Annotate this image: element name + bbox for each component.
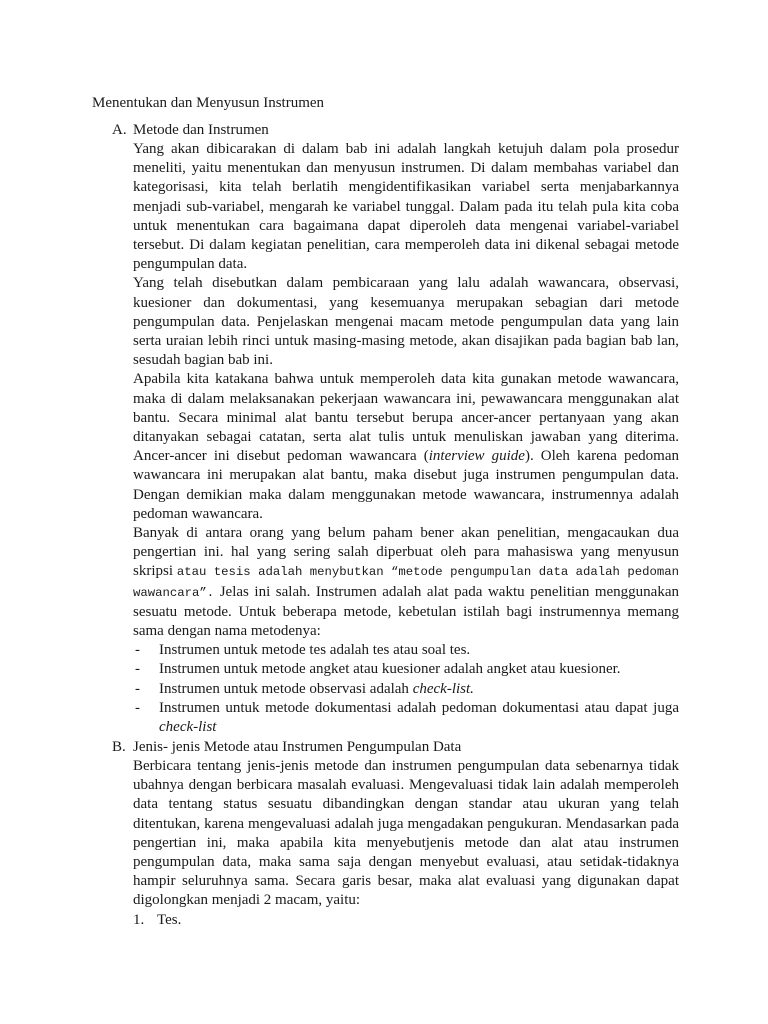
section-a <box>112 121 679 737</box>
list-item-text: Instrumen untuk metode observasi adalah <box>159 680 413 697</box>
section-a-letter: A. <box>112 122 127 138</box>
list-item <box>133 641 679 660</box>
paragraph-a3 <box>133 370 679 524</box>
numbered-item-text: Tes. <box>157 911 182 928</box>
list-item <box>133 660 679 679</box>
paragraph-a3-text-2: ). Oleh karena pedoman wawancara ini merupakan alat bantu, maka disebut juga instrumen pengumpulan data. Dengan demikian maka dalam menggunakan metode wawancara, instrumennya adalah pedoman wawancara. <box>133 448 679 522</box>
paragraph-a1: Yang akan dibicarakan di dalam bab ini adalah langkah ketujuh dalam pola prosedur meneliti, yaitu menentukan dan menyusun instrumen. Di dalam membahas variabel dan kategorisasi, kita telah berlatih mengidentifikasikan variabel serta menjabarkannya menjadi sub-variabel, mengarah ke variabel tunggal. Dalam pada itu telah pula kita coba untuk menentukan cara bagaimana dapat diperoleh data mengenai variabel-variabel tersebut. Di dalam kegiatan penelitian, cara memperoleh data ini dikenal sebagai metode pengumpulan data. <box>133 141 679 273</box>
paragraph-a3-text-1: Apabila kita katakana bahwa untuk memperoleh data kita gunakan metode wawancara, maka di dalam melaksanakan pekerjaan wawancara ini, pewawancara menggunakan alat bantu. Secara minimal alat bantu tersebut berupa ancer-ancer pertanyaan yang akan ditanyakan sebagai catatan, serta alat tulis untuk menuliskan jawaban yang diterima. Ancer-ancer ini disebut pedoman wawancara ( <box>133 371 679 465</box>
paragraph-a2: Yang telah disebutkan dalam pembicaraan yang lalu adalah wawancara, observasi, kuesioner dan dokumentasi, yang kesemuanya merupakan sebagian dari metode pengumpulan data. Penjelaskan mengenai macam metode pengumpulan data yang lain serta uraian lebih rinci untuk masing-masing metode, akan disajikan pada bagian bab lan, sesudah bagian bab ini. <box>133 275 679 369</box>
section-b-title: Jenis- jenis Metode atau Instrumen Pengumpulan Data <box>133 739 462 755</box>
dash-marker: - <box>135 680 140 697</box>
paragraph-a4 <box>133 524 679 641</box>
dash-marker: - <box>135 642 140 659</box>
section-a-heading <box>112 121 679 140</box>
check-list-term: check-list <box>159 719 217 736</box>
numbered-item <box>133 911 679 930</box>
section-a-body <box>133 140 679 737</box>
section-b-heading <box>112 738 679 757</box>
section-a-title: Metode dan Instrumen <box>133 122 269 138</box>
dash-marker: - <box>135 661 140 678</box>
interview-guide-term: interview guide <box>428 448 525 465</box>
list-item-text: Instrumen untuk metode dokumentasi adalah pedoman dokumentasi atau dapat juga <box>159 699 679 716</box>
paragraph-a4-mono-text: atau tesis adalah menybutkan “metode pengumpulan data adalah pedoman wawancara”. <box>133 565 679 600</box>
document-title: Menentukan dan Menyusun Instrumen <box>92 95 325 111</box>
instrument-list <box>133 641 679 737</box>
section-b <box>112 738 679 930</box>
paragraph-a4-text-2: Jelas ini salah. Instrumen adalah alat pada waktu penelitian menggunakan sesuatu metode. Untuk beberapa metode, kebetulan istilah bagi instrumennya memang sama dengan nama metodenya: <box>133 583 679 640</box>
list-item <box>133 680 679 699</box>
dash-marker: - <box>135 699 140 716</box>
section-b-letter: B. <box>112 739 126 755</box>
check-list-term: check-list. <box>412 680 474 697</box>
numbered-item-number: 1. <box>133 911 145 928</box>
paragraph-b1: Berbicara tentang jenis-jenis metode dan instrumen pengumpulan data sebenarnya tidak ubahnya dengan berbicara masalah evaluasi. Mengevaluasi tidak lain adalah memperoleh data tentang status sesuatu dibandingkan dengan standar atau ukuran yang telah ditentukan, karena mengevaluasi adalah juga mengadakan pengukuran. Mendasarkan pada pengertian ini, maka apabila kita menyebutjenis metode dan alat atau instrumen pengumpulan data, maka sama saja dengan menyebut evaluasi, atau setidak-tidaknya hampir seluruhnya sama. Secara garis besar, maka alat evaluasi yang digunakan dapat digolongkan menjadi 2 macam, yaitu: <box>133 758 679 909</box>
list-item <box>133 699 679 737</box>
list-item-text: Instrumen untuk metode tes adalah tes atau soal tes. <box>159 642 471 659</box>
section-b-body <box>133 757 679 930</box>
paragraph-a4-text-1: Banyak di antara orang yang belum paham bener akan penelitian, mengacaukan dua pengertian ini. hal yang sering salah diperbuat oleh para mahasiswa yang menyusun skripsi <box>133 525 679 580</box>
list-item-text: Instrumen untuk metode angket atau kuesioner adalah angket atau kuesioner. <box>159 661 621 678</box>
